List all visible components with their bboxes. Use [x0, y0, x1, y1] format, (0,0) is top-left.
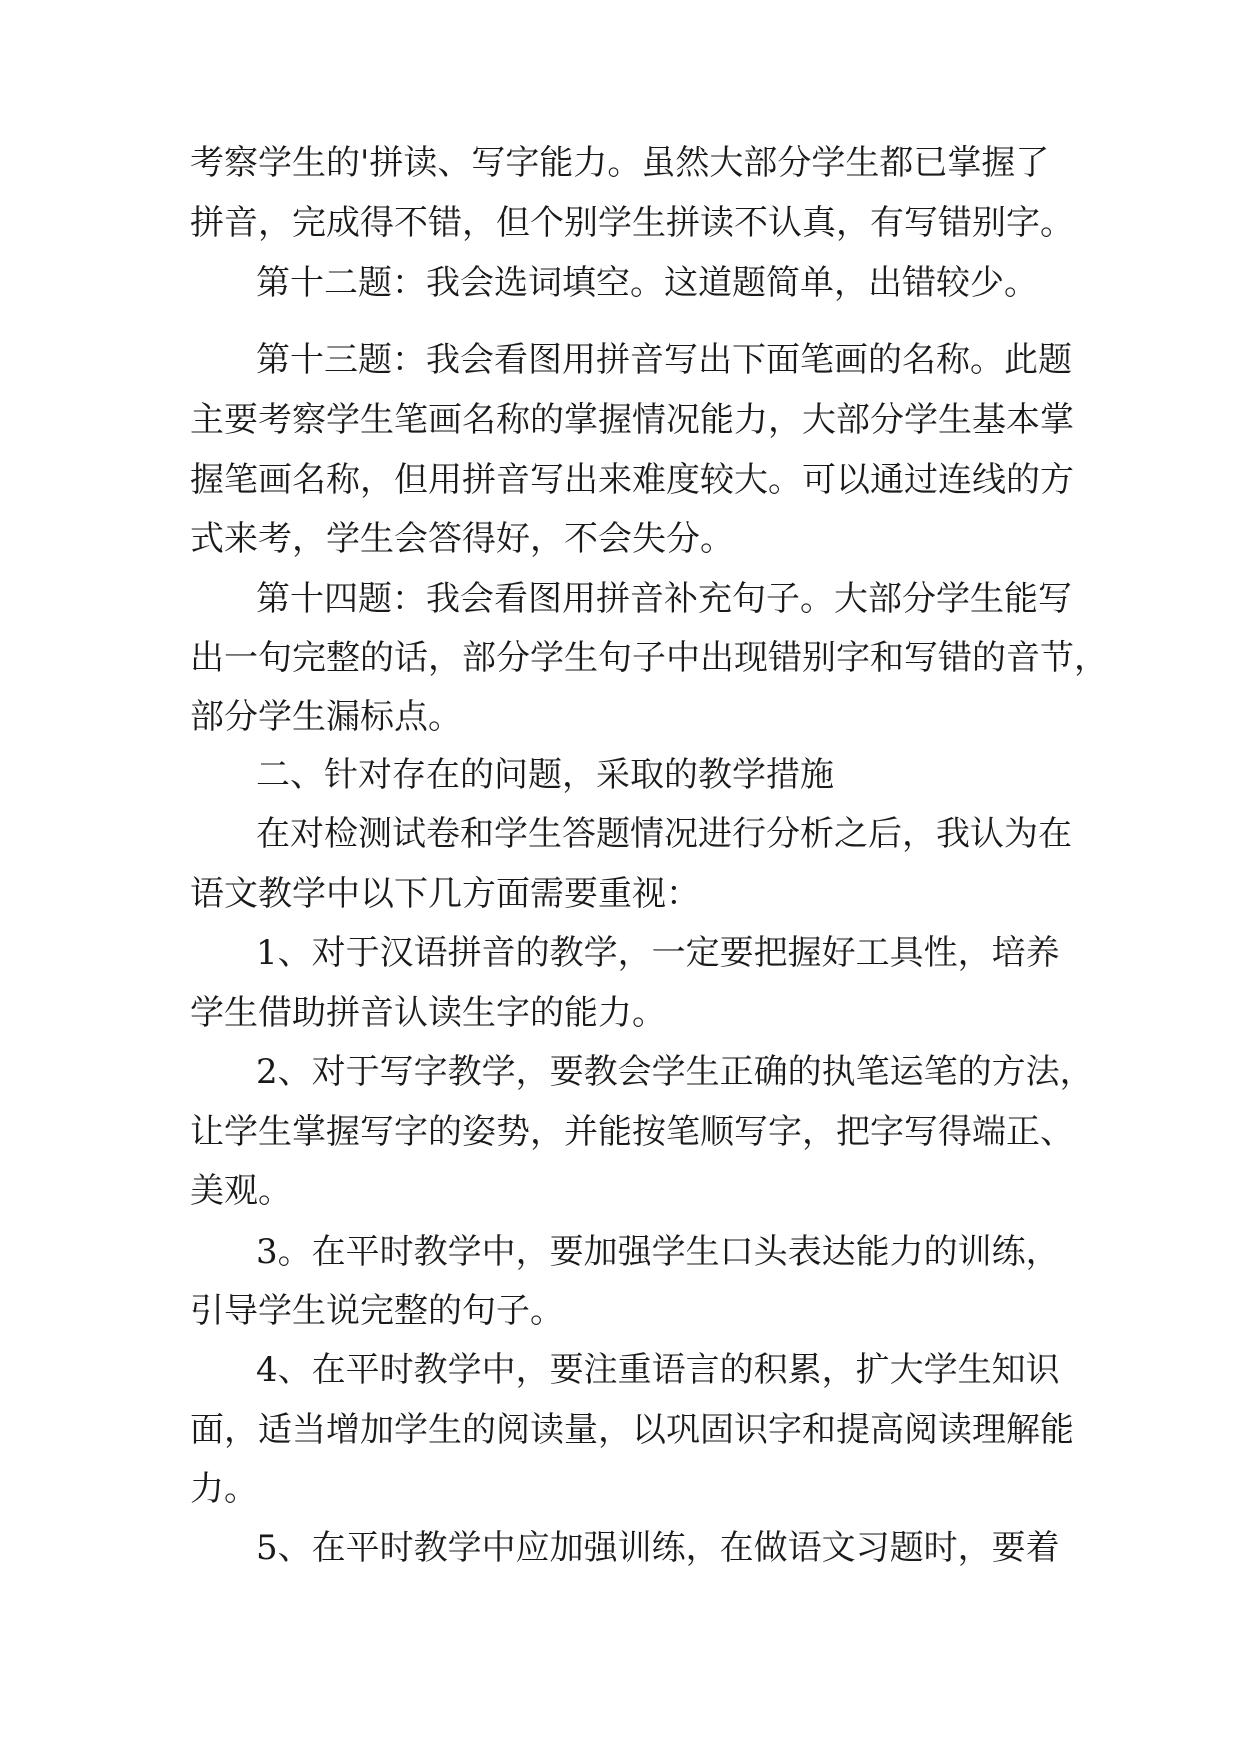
text-line: 引导学生说完整的句子。: [190, 1291, 564, 1331]
text-line: 部分学生漏标点。: [190, 697, 462, 737]
text-line: 美观。: [190, 1171, 292, 1211]
text-line: 考察学生的'拼读、写字能力。虽然大部分学生都已掌握了: [190, 143, 1050, 183]
text-line: 语文教学中以下几方面需要重视：: [190, 874, 700, 914]
text-line: 面，适当增加学生的阅读量，以巩固识字和提高阅读理解能: [190, 1410, 1074, 1450]
text-line: 在对检测试卷和学生答题情况进行分析之后，我认为在: [256, 814, 1072, 854]
text-line: 1、对于汉语拼音的教学，一定要把握好工具性，培养: [256, 933, 1060, 973]
text-line: 第十二题：我会选词填空。这道题简单，出错较少。: [256, 263, 1038, 303]
text-line: 拼音，完成得不错，但个别学生拼读不认真，有写错别字。: [190, 203, 1074, 243]
text-line: 让学生掌握写字的姿势，并能按笔顺写字，把字写得端正、: [190, 1112, 1074, 1152]
text-line: 式来考，学生会答得好，不会失分。: [190, 519, 734, 559]
text-line: 第十四题：我会看图用拼音补充句子。大部分学生能写: [256, 579, 1072, 619]
text-line: 第十三题：我会看图用拼音写出下面笔画的名称。此题: [256, 340, 1072, 380]
text-line: 2、对于写字教学，要教会学生正确的执笔运笔的方法，: [256, 1052, 1094, 1092]
text-line: 握笔画名称，但用拼音写出来难度较大。可以通过连线的方: [190, 460, 1074, 500]
text-line: 主要考察学生笔画名称的掌握情况能力，大部分学生基本掌: [190, 400, 1074, 440]
text-line: 学生借助拼音认读生字的能力。: [190, 993, 666, 1033]
text-line: 力。: [190, 1469, 258, 1509]
section-heading: 二、针对存在的问题，采取的教学措施: [256, 755, 834, 795]
text-line: 5、在平时教学中应加强训练，在做语文习题时，要着: [256, 1528, 1060, 1568]
text-line: 4、在平时教学中，要注重语言的积累，扩大学生知识: [256, 1350, 1060, 1390]
text-line: 3。在平时教学中，要加强学生口头表达能力的训练，: [256, 1232, 1060, 1272]
text-line: 出一句完整的话，部分学生句子中出现错别字和写错的音节，: [190, 638, 1108, 678]
